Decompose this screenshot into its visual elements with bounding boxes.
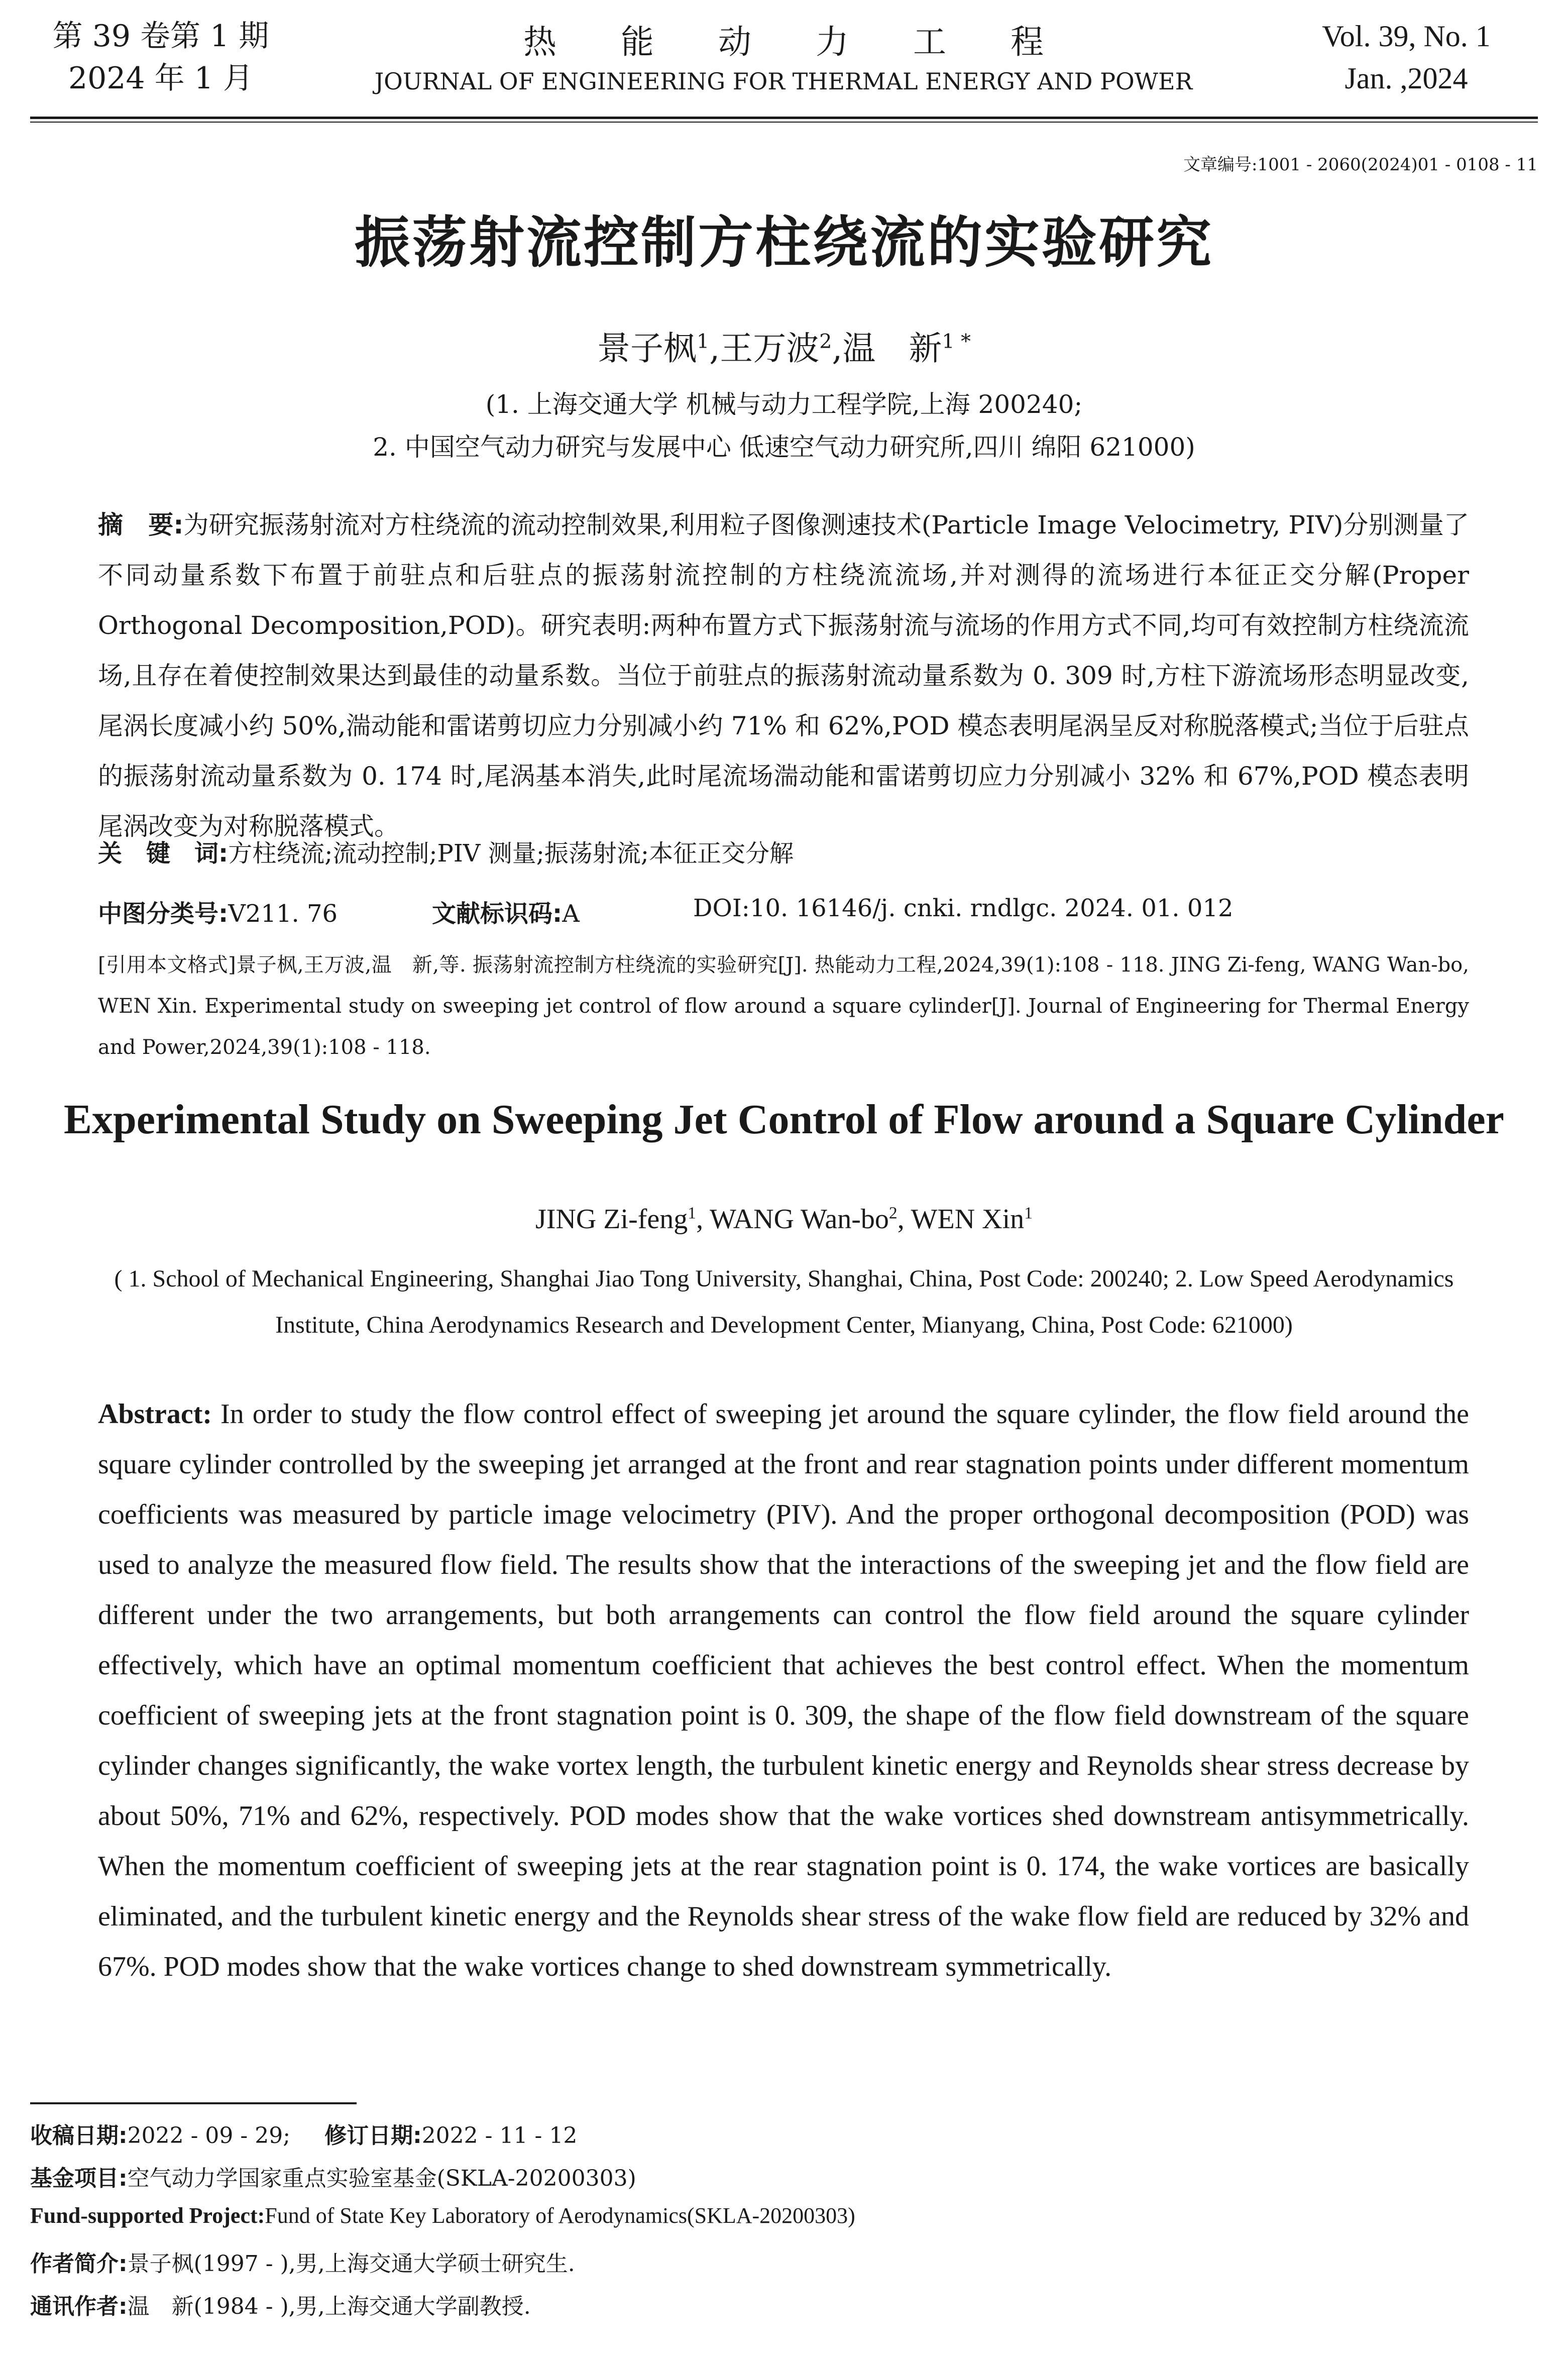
footnote-rule (30, 2102, 357, 2104)
author-1-en-sup: 1 (688, 1204, 697, 1223)
doc-code (432, 894, 580, 929)
author-2-en-sup: 2 (888, 1204, 898, 1223)
received-date: 2022 - 09 - 29; (127, 2123, 291, 2149)
footnote-dates (30, 2117, 1537, 2150)
clc-value: V211. 76 (228, 900, 338, 928)
abstract-en (98, 1389, 1469, 1992)
authors-cn (0, 321, 1568, 369)
corresponding-text: 温 新(1984 - ),男,上海交通大学副教授. (127, 2294, 531, 2319)
journal-title-en: JOURNAL OF ENGINEERING FOR THERMAL ENERGY AND POWER (374, 68, 1193, 95)
journal-title-cn: 热能动力工程 (523, 23, 1108, 61)
citation-label: [引用本文格式] (98, 953, 236, 977)
clc-number (98, 894, 338, 929)
abstract-cn-label: 摘 要: (98, 510, 184, 540)
corresponding-label: 通讯作者: (30, 2294, 128, 2319)
header-rule (30, 117, 1538, 119)
author-3-en: , WEN Xin (897, 1204, 1025, 1235)
footnote-corresponding (30, 2288, 1537, 2320)
title-en: Experimental Study on Sweeping Jet Control of Flow around a Square Cylinder (64, 1096, 1504, 1143)
fund-label: 基金项目: (30, 2166, 128, 2191)
author-2-en: , WANG Wan-bo (696, 1204, 889, 1235)
footnote-fund (30, 2160, 1537, 2192)
abstract-en-label: Abstract: (98, 1399, 212, 1430)
author-1-cn: 景子枫 (597, 329, 697, 368)
doc-label: 文献标识码: (432, 900, 563, 928)
volume-issue-en: Vol. 39, No. 1 (1322, 20, 1491, 53)
doc-value: A (562, 900, 580, 928)
clc-label: 中图分类号: (98, 900, 229, 928)
author-3-en-sup: 1 (1024, 1204, 1033, 1223)
author-2-sup: 2 (819, 330, 832, 353)
author-3-sup: 1 * (942, 330, 971, 353)
affiliation-cn-1: (1. 上海交通大学 机械与动力工程学院,上海 200240; (485, 390, 1083, 419)
author-3-cn: ,温 新 (832, 329, 942, 368)
author-2-cn: ,王万波 (709, 329, 820, 368)
keywords-cn (98, 834, 794, 869)
keywords-cn-text: 方柱绕流;流动控制;PIV 测量;振荡射流;本征正交分解 (228, 839, 794, 868)
title-cn: 振荡射流控制方柱绕流的实验研究 (355, 210, 1213, 275)
abstract-en-text: In order to study the flow control effect of sweeping jet around the square cylinder, the flow field around the square cylinder controlled by the sweeping jet arranged at the front and rear stagnation points under different momentum coefficients was measured by particle image velocimetry (PIV). And the proper orthogonal decomposition (POD) was used to analyze the measured flow field. The results show that the interactions of the sweeping jet and the flow field are different under the two arrangements, but both arrangements can control the flow field around the square cylinder effectively, which have an optimal momentum coefficient that achieves the best control effect. When the momentum coefficient of sweeping jets at the front stagnation point is 0. 309, the shape of the flow field downstream of the square cylinder changes significantly, the wake vortex length, the turbulent kinetic energy and Reynolds shear stress decrease by about 50%, 71% and 62%, respectively. POD modes show that the wake vortices shed downstream antisymmetrically. When the momentum coefficient of sweeping jets at the rear stagnation point is 0. 174, the wake vortices are basically eliminated, and the turbulent kinetic energy and the Reynolds shear stress of the wake flow field are reduced by 32% and 67%. POD modes show that the wake vortices change to shed downstream symmetrically. (98, 1399, 1469, 1982)
fund-en-text: Fund of State Key Laboratory of Aerodynamics(SKLA-20200303) (265, 2203, 855, 2228)
received-label: 收稿日期: (30, 2123, 128, 2149)
author-1-sup: 1 (697, 330, 710, 353)
fund-en-label: Fund-supported Project: (30, 2203, 265, 2228)
citation-text: 景子枫,王万波,温 新,等. 振荡射流控制方柱绕流的实验研究[J]. 热能动力工程,2024,39(1):108 - 118. JING Zi-feng, WANG Wan-bo, WEN Xin. Experimental study on sweeping jet control of flow around a square cylinder[J]. Journal of Engineering for Thermal Energy and Power,2024,39(1):108 - 118. (98, 953, 1469, 1059)
header-right (1276, 15, 1537, 99)
fund-text: 空气动力学国家重点实验室基金(SKLA-20200303) (127, 2166, 636, 2191)
abstract-cn (98, 500, 1469, 851)
author-bio-text: 景子枫(1997 - ),男,上海交通大学硕士研究生. (127, 2251, 575, 2277)
citation (98, 944, 1469, 1068)
volume-issue-cn: 第 39 卷第 1 期 (52, 19, 269, 54)
article-number: 文章编号:1001 - 2060(2024)01 - 0108 - 11 (1183, 155, 1538, 175)
authors-en (0, 1203, 1568, 1235)
affiliation-cn-2: 2. 中国空气动力研究与发展中心 低速空气动力研究所,四川 绵阳 621000) (373, 433, 1195, 462)
affiliations-en: ( 1. School of Mechanical Engineering, Shanghai Jiao Tong University, Shanghai, China, Post Code: 200240; 2. Low Speed Aerodynamics Institute, China Aerodynamics Research and Development Center, Mianyang, China, Post Code: 621000) (114, 1265, 1454, 1338)
header-left (30, 15, 291, 99)
revised-date: 2022 - 11 - 12 (421, 2123, 578, 2149)
journal-title (352, 15, 1215, 95)
revised-label: 修订日期: (324, 2123, 422, 2149)
author-bio-label: 作者简介: (30, 2251, 128, 2277)
footnote-fund-en (30, 2203, 1537, 2228)
doi: DOI:10. 16146/j. cnki. rndlgc. 2024. 01. 012 (693, 894, 1234, 922)
header-rule-thin (30, 122, 1538, 123)
author-1-en: JING Zi-feng (535, 1204, 688, 1235)
footnote-author (30, 2245, 1537, 2278)
date-cn: 2024 年 1 月 (68, 61, 254, 96)
abstract-cn-text: 为研究振荡射流对方柱绕流的流动控制效果,利用粒子图像测速技术(Particle Image Velocimetry, PIV)分别测量了不同动量系数下布置于前驻点和后驻点的振荡射流控制的方柱绕流流场,并对测得的流场进行本征正交分解(Proper Orthogonal Decomposition,POD)。研究表明:两种布置方式下振荡射流与流场的作用方式不同,均可有效控制方柱绕流流场,且存在着使控制效果达到最佳的动量系数。当位于前驻点的振荡射流动量系数为 0. 309 时,方柱下游流场形态明显改变,尾涡长度减小约 50%,湍动能和雷诺剪切应力分别减小约 71% 和 62%,POD 模态表明尾涡呈反对称脱落模式;当位于后驻点的振荡射流动量系数为 0. 174 时,尾涡基本消失,此时尾流场湍动能和雷诺剪切应力分别减小 32% 和 67%,POD 模态表明尾涡改变为对称脱落模式。 (98, 510, 1469, 841)
keywords-cn-label: 关 键 词: (98, 839, 229, 868)
date-en: Jan. ,2024 (1345, 62, 1468, 95)
